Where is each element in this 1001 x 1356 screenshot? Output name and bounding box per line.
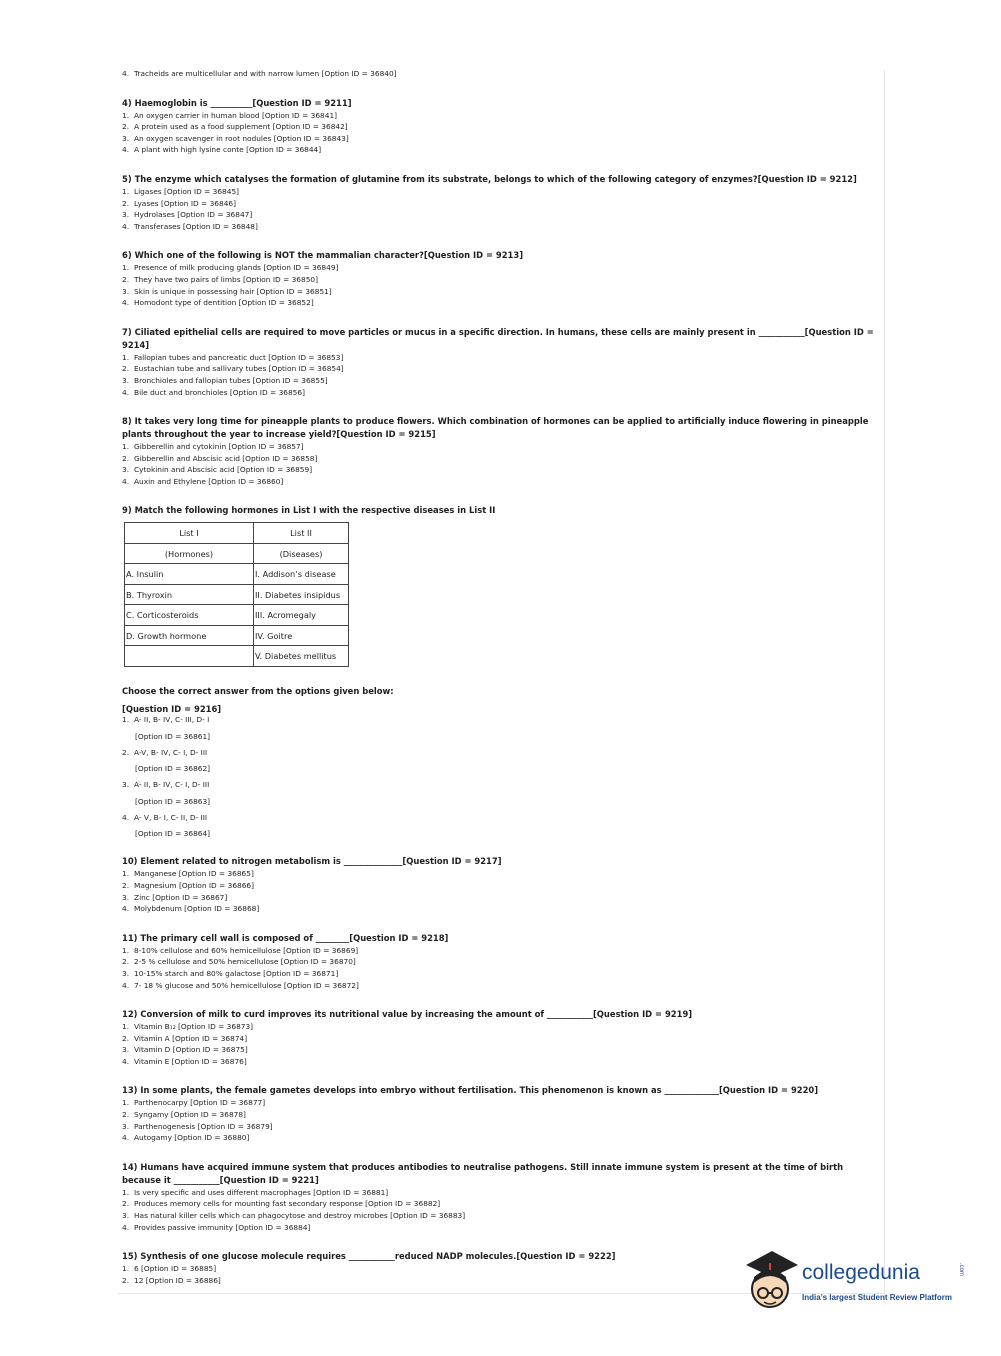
option-text: They have two pairs of limbs [Option ID = 36850] [134,274,319,284]
option-text: Provides passive immunity [Option ID = 36884] [134,1222,311,1232]
option [122,868,874,880]
option-text: Manganese [Option ID = 36865] [134,869,254,879]
option-number: 4. [122,221,130,231]
option [122,297,874,309]
option-text: A plant with high lysine conte [Option ID = 36844] [134,145,322,155]
option-number: 4. [122,476,130,486]
option-number: 4. [122,980,130,990]
option-text: Produces memory cells for mounting fast secondary response [Option ID = 36882] [134,1199,441,1209]
logo-wordmark: collegedunia [802,1261,920,1284]
option-text: A- V, B- I, C- II, D- III [134,812,208,822]
option-text: Auxin and Ethylene [Option ID = 36860] [134,476,284,486]
option [122,1033,874,1045]
match-table [124,522,349,667]
option-number: 4. [122,69,130,78]
table-cell: C. Corticosteroids [125,605,254,626]
option-text: 12 [Option ID = 36886] [134,1275,221,1285]
option [122,133,874,145]
option-number: 4. [122,1133,130,1143]
question-title: 6) Which one of the following is NOT the mammalian character?[Question ID = 9213] [122,250,524,261]
option [122,375,874,387]
question-title: 9) Match the following hormones in List I with the respective diseases in List II [122,505,496,516]
option-number: 3. [122,1121,130,1131]
option-text: Has natural killer cells which can phagocytose and destroy microbes [Option ID = 36883] [134,1211,466,1221]
option [122,464,874,476]
option [122,441,874,453]
option-number: 1. [122,1187,130,1197]
option-number: 1. [122,869,130,879]
option-id: [Option ID = 36861] [135,731,211,741]
option [122,144,874,156]
option-text: Hydrolases [Option ID = 36847] [134,210,253,220]
option-number: 4. [122,387,130,397]
option [122,980,874,992]
option [122,812,874,824]
option [122,121,874,133]
option-text: Zinc [Option ID = 36867] [134,892,228,902]
table-cell: List II [254,523,349,544]
table-row [125,584,349,605]
option-text: Syngamy [Option ID = 36878] [134,1110,246,1120]
option [122,352,874,364]
option-number: 4. [122,1056,130,1066]
option-number: 2. [122,453,130,463]
option [122,1109,874,1121]
option-text: Vitamin D [Option ID = 36875] [134,1045,248,1055]
option-number: 1. [122,186,130,196]
mascot-icon [742,1249,800,1313]
option-text: A- II, B- IV, C- I, D- III [134,780,210,790]
option-text: Parthenocarpy [Option ID = 36877] [134,1098,266,1108]
option-text: Eustachian tube and sallivary tubes [Option ID = 36854] [134,364,344,374]
option [122,209,874,221]
option-number: 2. [122,122,130,132]
option-text: Presence of milk producing glands [Option ID = 36849] [134,263,339,273]
option [122,779,874,791]
question-title: 12) Conversion of milk to curd improves its nutritional value by increasing the amount of ___________[Question ID = 9219] [122,1009,693,1020]
table-cell: A. Insulin [125,564,254,585]
logo-domain: .com [958,1263,964,1277]
option-text: An oxygen carrier in human blood [Option ID = 36841] [134,110,338,120]
option-text: Lyases [Option ID = 36846] [134,198,236,208]
table-row [125,646,349,667]
option-number: 1. [122,110,130,120]
option [122,286,874,298]
question-list [122,97,874,488]
option-list [122,714,874,838]
option [122,221,874,233]
option-number: 1. [122,714,130,724]
question-title: 11) The primary cell wall is composed of ________[Question ID = 9218] [122,932,449,943]
option [122,387,874,399]
option [122,1097,874,1109]
option-number: 4. [122,904,130,914]
option-text: An oxygen scavenger in root nodules [Option ID = 36843] [134,133,349,143]
option [122,1198,874,1210]
table-cell: V. Diabetes mellitus [254,646,349,667]
option-number: 1. [122,263,130,273]
option-text: 6 [Option ID = 36885] [134,1264,217,1274]
option [122,747,874,759]
option-text: Magnesium [Option ID = 36866] [134,880,255,890]
option-text: Vitamin B₁₂ [Option ID = 36873] [134,1022,254,1032]
question-id: [Question ID = 9216] [122,703,222,714]
option-number: 2. [122,747,130,757]
option [122,903,874,915]
logo-tagline: India’s largest Student Review Platform [802,1293,952,1302]
question-paper [122,68,874,1286]
question-title: 14) Humans have acquired immune system that produces antibodies to neutralise pathogens. Still innate immune system is present at the time of birth because it ___________[Question ID = 9221] [122,1161,844,1185]
option-text: Cytokinin and Abscisic acid [Option ID = 36859] [134,465,313,475]
option [122,956,874,968]
option [122,198,874,210]
option-number: 4. [122,812,130,822]
option [122,1222,874,1234]
option-number: 3. [122,892,130,902]
option-number: 2. [122,1275,130,1285]
option-number: 1. [122,442,130,452]
table-cell: IV. Goitre [254,625,349,646]
table-cell: (Diseases) [254,543,349,564]
option-number: 2. [122,1110,130,1120]
option [122,1210,874,1222]
option-number: 2. [122,957,130,967]
table-cell: D. Growth hormone [125,625,254,646]
question-list [122,855,874,1286]
option-text: 10-15% starch and 80% galactose [Option ID = 36871] [134,968,339,978]
option-text: 7- 18 % glucose and 50% hemicellulose [Option ID = 36872] [134,980,359,990]
option-text: Ligases [Option ID = 36845] [134,186,240,196]
option-text: Gibberellin and cytokinin [Option ID = 36857] [134,442,304,452]
option-text: 2-5 % cellulose and 50% hemicellulose [Option ID = 36870] [134,957,356,967]
option [122,262,874,274]
collegedunia-logo [742,1249,972,1319]
option-number: 1. [122,1022,130,1032]
option-text: Bile duct and bronchioles [Option ID = 36856] [134,387,305,397]
option [122,968,874,980]
option-text: A protein used as a food supplement [Option ID = 36842] [134,122,348,132]
option [122,274,874,286]
option [122,1044,874,1056]
option-id: [Option ID = 36864] [135,829,211,839]
question-title: 5) The enzyme which catalyses the formation of glutamine from its substrate, belongs to which of the following category of enzymes?[Question ID = 9212] [122,173,857,184]
table-row [125,564,349,585]
option-number: 2. [122,364,130,374]
option-number: 2. [122,1033,130,1043]
option-text: Vitamin A [Option ID = 36874] [134,1033,248,1043]
option-number: 3. [122,968,130,978]
option [122,453,874,465]
option-number: 1. [122,1098,130,1108]
option [122,363,874,375]
option-text: 8-10% cellulose and 60% hemicellulose [Option ID = 36869] [134,945,359,955]
option [122,476,874,488]
option-number: 1. [122,1264,130,1274]
option-number: 2. [122,1199,130,1209]
option-text: Skin is unique in possessing hair [Option ID = 36851] [134,286,332,296]
option [122,880,874,892]
option [122,1021,874,1033]
option-text: A-V, B- IV, C- I, D- III [134,747,208,757]
option-number: 4. [122,1222,130,1232]
option-text: Gibberellin and Abscisic acid [Option ID = 36858] [134,453,318,463]
option-number: 3. [122,1045,130,1055]
option [122,1132,874,1144]
table-row [125,625,349,646]
option [122,186,874,198]
table-row [125,523,349,544]
question-title: 13) In some plants, the female gametes develops into embryo without fertilisation. This phenomenon is known as _____________[Question ID = 9220] [122,1085,819,1096]
option-number: 3. [122,375,130,385]
option-text: Parthenogenesis [Option ID = 36879] [134,1121,273,1131]
option [122,110,874,122]
question-title: 4) Haemoglobin is __________[Question ID = 9211] [122,97,352,108]
instruction-text: Choose the correct answer from the options given below: [122,685,394,696]
option-text: Tracheids are multicellular and with narrow lumen [Option ID = 36840] [134,69,397,78]
question-title: 8) It takes very long time for pineapple plants to produce flowers. Which combination of hormones can be applied to artificially induce flowering in pineapple plants throughout the year to increase yield?[Question ID = 9215] [122,416,869,440]
option-number: 1. [122,352,130,362]
table-cell: B. Thyroxin [125,584,254,605]
option-text: Autogamy [Option ID = 36880] [134,1133,250,1143]
option-id: [Option ID = 36862] [135,764,211,774]
question-title: 15) Synthesis of one glucose molecule requires ___________reduced NADP molecules.[Question ID = 9222] [122,1251,616,1262]
table-cell: III. Acromegaly [254,605,349,626]
option-number: 3. [122,780,130,790]
option-text: Transferases [Option ID = 36848] [134,221,258,231]
option-number: 3. [122,286,130,296]
option-number: 2. [122,880,130,890]
table-cell: II. Diabetes insipidus [254,584,349,605]
option-number: 3. [122,465,130,475]
option-number: 2. [122,198,130,208]
option-text: Bronchioles and fallopian tubes [Option ID = 36855] [134,375,328,385]
option [122,1121,874,1133]
option [122,1056,874,1068]
option-text: Fallopian tubes and pancreatic duct [Option ID = 36853] [134,352,344,362]
table-cell: (Hormones) [125,543,254,564]
option [122,945,874,957]
option-text: Is very specific and uses different macrophages [Option ID = 36881] [134,1187,389,1197]
option-number: 4. [122,298,130,308]
question-title: 10) Element related to nitrogen metabolism is ______________[Question ID = 9217] [122,856,502,867]
option-number: 4. [122,145,130,155]
option-id: [Option ID = 36863] [135,796,211,806]
table-row [125,543,349,564]
table-cell: List I [125,523,254,544]
option-text: Homodont type of dentition [Option ID = 36852] [134,298,314,308]
option-text: A- II, B- IV, C- III, D- I [134,714,210,724]
option [122,892,874,904]
option-text: Molybdenum [Option ID = 36868] [134,904,260,914]
page-border-right [884,70,885,1305]
option-number: 3. [122,1211,130,1221]
option [122,1187,874,1199]
option-number: 1. [122,945,130,955]
option-number: 3. [122,133,130,143]
option-text: Vitamin E [Option ID = 36876] [134,1056,247,1066]
option [122,714,874,726]
table-cell [125,646,254,667]
option-number: 3. [122,210,130,220]
table-cell: I. Addison’s disease [254,564,349,585]
table-row [125,605,349,626]
option-number: 2. [122,274,130,284]
option [122,68,874,80]
question-title: 7) Ciliated epithelial cells are required to move particles or mucus in a specific direction. In humans, these cells are mainly present in ___________[Question ID = 9214] [122,326,874,350]
